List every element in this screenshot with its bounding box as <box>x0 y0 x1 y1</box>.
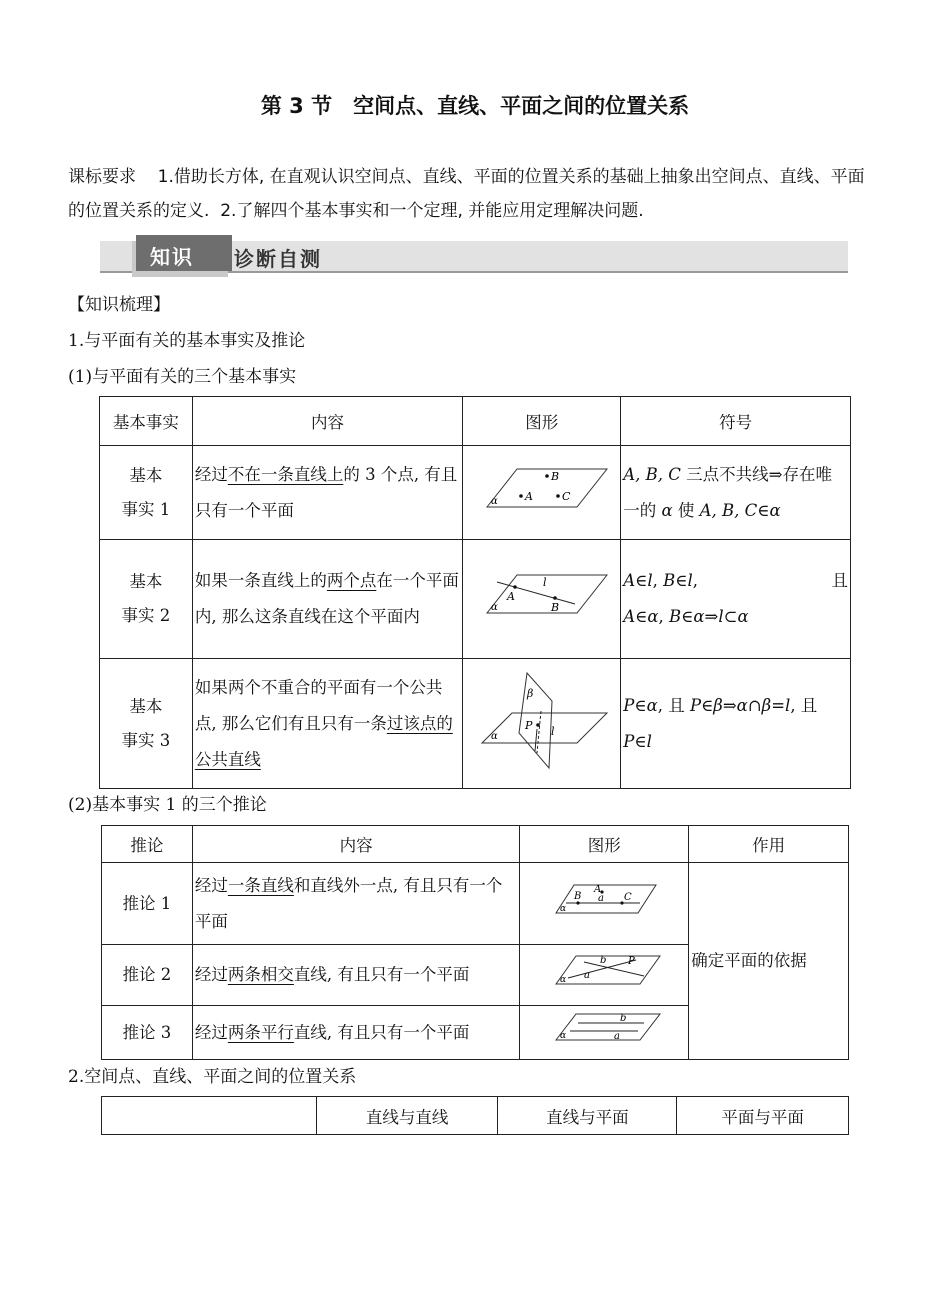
table-row <box>100 540 851 659</box>
point-c <box>556 494 560 498</box>
fact-symbol: A, B, C 三点不共线⇒存在唯一的 α 使 A, B, C∈α <box>621 446 851 540</box>
fact-figure <box>463 540 621 659</box>
corollary-name: 推论 1 <box>102 863 193 945</box>
corollary-content: 经过两条相交直线, 有且只有一个平面 <box>192 945 519 1006</box>
requirements-text-1: 1.借助长方体, 在直观认识空间点、直线、平面的位置关系的基础上抽象出空间点、直线、平面的位置关系的定义. <box>68 167 865 221</box>
label-a: A <box>524 489 533 503</box>
header-cell: 内容 <box>192 397 462 446</box>
label-alpha: α <box>560 903 567 914</box>
fact-name: 基本 事实 2 <box>100 540 193 659</box>
corollary-content: 经过两条平行直线, 有且只有一个平面 <box>192 1006 519 1060</box>
label-alpha: α <box>560 1030 567 1041</box>
heading-2: 2.空间点、直线、平面之间的位置关系 <box>68 1067 357 1087</box>
heading-1: 1.与平面有关的基本事实及推论 <box>68 331 306 351</box>
plane-alpha <box>482 713 607 743</box>
heading-1b: (2)基本事实 1 的三个推论 <box>68 795 267 815</box>
label-alpha: α <box>560 975 567 985</box>
point-b <box>545 474 549 478</box>
parallel-lines-figure <box>544 1008 664 1046</box>
fact-content: 如果两个不重合的平面有一个公共点, 那么它们有且只有一条过该点的公共直线 <box>192 659 462 789</box>
intersecting-lines-figure <box>544 948 664 990</box>
line-in-plane-figure <box>467 558 617 628</box>
symbol-line-1: A∈l, B∈l, 且 <box>623 571 848 590</box>
symbol-line-2: A∈α, B∈α⇒l⊂α <box>623 607 749 626</box>
corollary-figure <box>520 1006 689 1060</box>
corollaries-table <box>101 825 849 1060</box>
fact-name: 基本 事实 1 <box>100 446 193 540</box>
label-p: P <box>628 956 635 967</box>
plane-alpha <box>556 885 656 913</box>
header-cell: 推论 <box>102 826 193 863</box>
header-cell: 平面与平面 <box>677 1097 849 1135</box>
label-b: b <box>600 955 607 966</box>
corollary-figure <box>520 863 689 945</box>
header-cell: 基本事实 <box>100 397 193 446</box>
label-a: A <box>506 590 515 603</box>
header-cell: 作用 <box>689 826 849 863</box>
table-row <box>102 863 849 945</box>
intersecting-planes-figure <box>467 663 617 773</box>
fact-figure <box>463 446 621 540</box>
plane-beta <box>519 673 552 768</box>
header-cell: 图形 <box>463 397 621 446</box>
corollary-content: 经过一条直线和直线外一点, 有且只有一个平面 <box>192 863 519 945</box>
label-alpha: α <box>490 602 498 613</box>
table-header-row <box>102 826 849 863</box>
requirements-text-2: 2.了解四个基本事实和一个定理, 并能应用定理解决问题. <box>220 201 644 221</box>
requirements <box>68 160 880 228</box>
header-cell <box>102 1097 317 1135</box>
table-row <box>100 659 851 789</box>
requirements-label: 课标要求 <box>68 167 136 187</box>
header-cell: 符号 <box>621 397 851 446</box>
plane-three-points-figure <box>467 452 617 522</box>
fact-content: 如果一条直线上的两个点在一个平面内, 那么这条直线在这个平面内 <box>192 540 462 659</box>
label-l: l <box>550 724 555 738</box>
label-p: P <box>524 718 533 732</box>
table-header-row <box>100 397 851 446</box>
label-b: b <box>620 1012 627 1024</box>
corollary-name: 推论 3 <box>102 1006 193 1060</box>
page-title: 第 3 节 空间点、直线、平面之间的位置关系 <box>260 94 690 118</box>
header-cell: 内容 <box>192 826 519 863</box>
corollary-usage: 确定平面的依据 <box>689 863 849 1060</box>
corollary-figure <box>520 945 689 1006</box>
section-tag: 【知识梳理】 <box>68 295 170 315</box>
basic-facts-table <box>99 396 851 789</box>
point-a <box>513 585 517 589</box>
label-a-lower: a <box>598 892 605 904</box>
label-a: a <box>614 1030 621 1042</box>
corollary-name: 推论 2 <box>102 945 193 1006</box>
banner-right-label: 诊断自测 <box>234 247 322 271</box>
plane-alpha <box>556 1014 660 1040</box>
label-c: C <box>561 489 571 503</box>
plane-alpha <box>556 956 660 984</box>
fact-symbol: P∈α, 且 P∈β⇒α∩β=l, 且 P∈l <box>621 659 851 789</box>
point-a <box>519 494 523 498</box>
point-b <box>553 596 557 600</box>
label-alpha: α <box>490 495 498 507</box>
label-a: a <box>584 970 591 981</box>
fact-content: 经过不在一条直线上的 3 个点, 有且只有一个平面 <box>192 446 462 540</box>
label-b: B <box>574 890 582 902</box>
label-a-upper: A <box>594 883 602 895</box>
table-header-row <box>102 1097 849 1135</box>
heading-1a: (1)与平面有关的三个基本事实 <box>68 367 297 387</box>
label-alpha: α <box>490 730 498 742</box>
label-c: C <box>624 891 632 903</box>
section-banner <box>100 235 850 273</box>
fact-name: 基本 事实 3 <box>100 659 193 789</box>
line-and-point-figure <box>544 877 664 919</box>
header-cell: 直线与直线 <box>316 1097 498 1135</box>
label-b: B <box>550 601 559 614</box>
fact-figure <box>463 659 621 789</box>
label-beta: β <box>526 686 534 700</box>
fact-symbol <box>621 540 851 659</box>
label-b: B <box>550 469 559 483</box>
table-row <box>100 446 851 540</box>
line-l-solid <box>535 729 537 751</box>
line-l <box>537 711 541 753</box>
banner-left-label: 知识 <box>150 245 194 269</box>
header-cell: 图形 <box>520 826 689 863</box>
point-p <box>536 723 540 727</box>
header-cell: 直线与平面 <box>498 1097 677 1135</box>
label-l: l <box>542 576 547 589</box>
plane-alpha <box>487 575 607 613</box>
banner-tab <box>136 235 232 271</box>
position-relations-table <box>101 1096 849 1135</box>
line-b <box>584 962 644 976</box>
